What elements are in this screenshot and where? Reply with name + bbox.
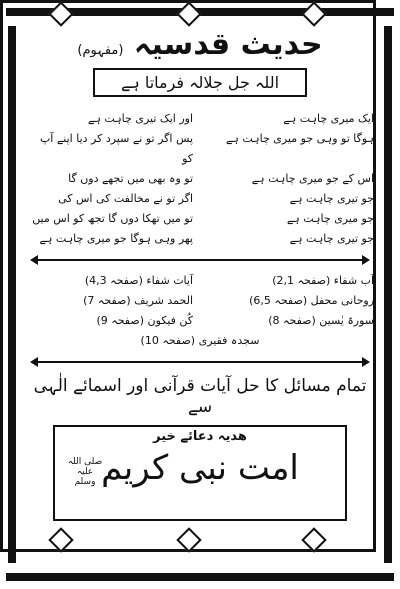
left-border xyxy=(8,26,16,563)
hadith-line xyxy=(22,189,378,209)
bottom-border xyxy=(6,573,394,581)
reference-list xyxy=(22,271,378,351)
double-arrow-divider xyxy=(32,255,368,265)
right-border xyxy=(384,26,392,563)
hadith-line xyxy=(22,109,378,129)
reference-row xyxy=(22,271,378,291)
reference-row xyxy=(22,311,378,331)
reference-item: کُن فیکون (صفحہ 9) xyxy=(96,314,194,327)
hadith-line xyxy=(22,129,378,169)
page-title xyxy=(22,27,378,62)
solution-heading: تمام مسائل کا حل آیات قرآنی اور اسمائے الٰہی سے xyxy=(33,376,367,417)
hadith-line-left: تو میں تھکا دوں گا تجھ کو اس میں xyxy=(32,212,194,225)
ummat-box xyxy=(53,425,347,521)
hadith-line-right: ہوگا تو وہی جو میری چاہت ہے xyxy=(225,132,374,145)
reference-item: سورۃ یٰسین (صفحہ 8) xyxy=(268,314,374,327)
hadith-line xyxy=(22,209,378,229)
hadith-line-left: پس اگر تو نے سپرد کر دیا اپنے آپ کو xyxy=(39,132,194,165)
hadith-line-right: جو تیری چاہت ہے xyxy=(289,192,374,205)
title-note: (مفہوم) xyxy=(77,43,124,58)
reference-item: الحمد شریف (صفحہ 7) xyxy=(83,294,194,307)
hadith-line xyxy=(22,169,378,189)
hadith-line-right: جو تیری چاہت ہے xyxy=(289,232,374,245)
ummat-title: امت نبی کریم xyxy=(101,448,299,488)
reference-row xyxy=(22,291,378,311)
hadith-line-left: پھر وہی ہوگا جو میری چاہت ہے xyxy=(39,232,194,245)
title-text: حدیث قدسیہ xyxy=(133,27,323,62)
hadith-line-left: اگر تو نے مخالفت کی اس کی xyxy=(58,192,194,205)
hadith-line-right: جو میری چاہت ہے xyxy=(286,212,374,225)
hadith-line-right: ایک میری چاہت ہے xyxy=(283,112,374,125)
gift-label: ھدیہ دعائے خیر xyxy=(153,429,247,444)
reference-item: آیات شفاء (صفحہ 4,3) xyxy=(84,274,194,287)
allah-says-box: اللہ جل جلالہ فرماتا ہے xyxy=(93,68,307,97)
reference-item: سجدہ فقیری (صفحہ 10) xyxy=(140,334,260,347)
poster-content xyxy=(22,26,378,563)
hadith-line xyxy=(22,229,378,249)
durood-calligraphy: صلی اللہ علیہ وسلم xyxy=(67,457,103,487)
reference-item: آب شفاء (صفحہ 2,1) xyxy=(272,274,374,287)
hadith-line-left: تو وہ بھی میں تجھے دوں گا xyxy=(68,172,194,185)
reference-item: روحانی محفل (صفحہ 6,5) xyxy=(249,294,374,307)
hadith-line-right: اس کے جو میری چاہت ہے xyxy=(251,172,374,185)
double-arrow-divider xyxy=(32,357,368,367)
hadith-text xyxy=(22,109,378,249)
hadith-line-left: اور ایک تیری چاہت ہے xyxy=(88,112,194,125)
